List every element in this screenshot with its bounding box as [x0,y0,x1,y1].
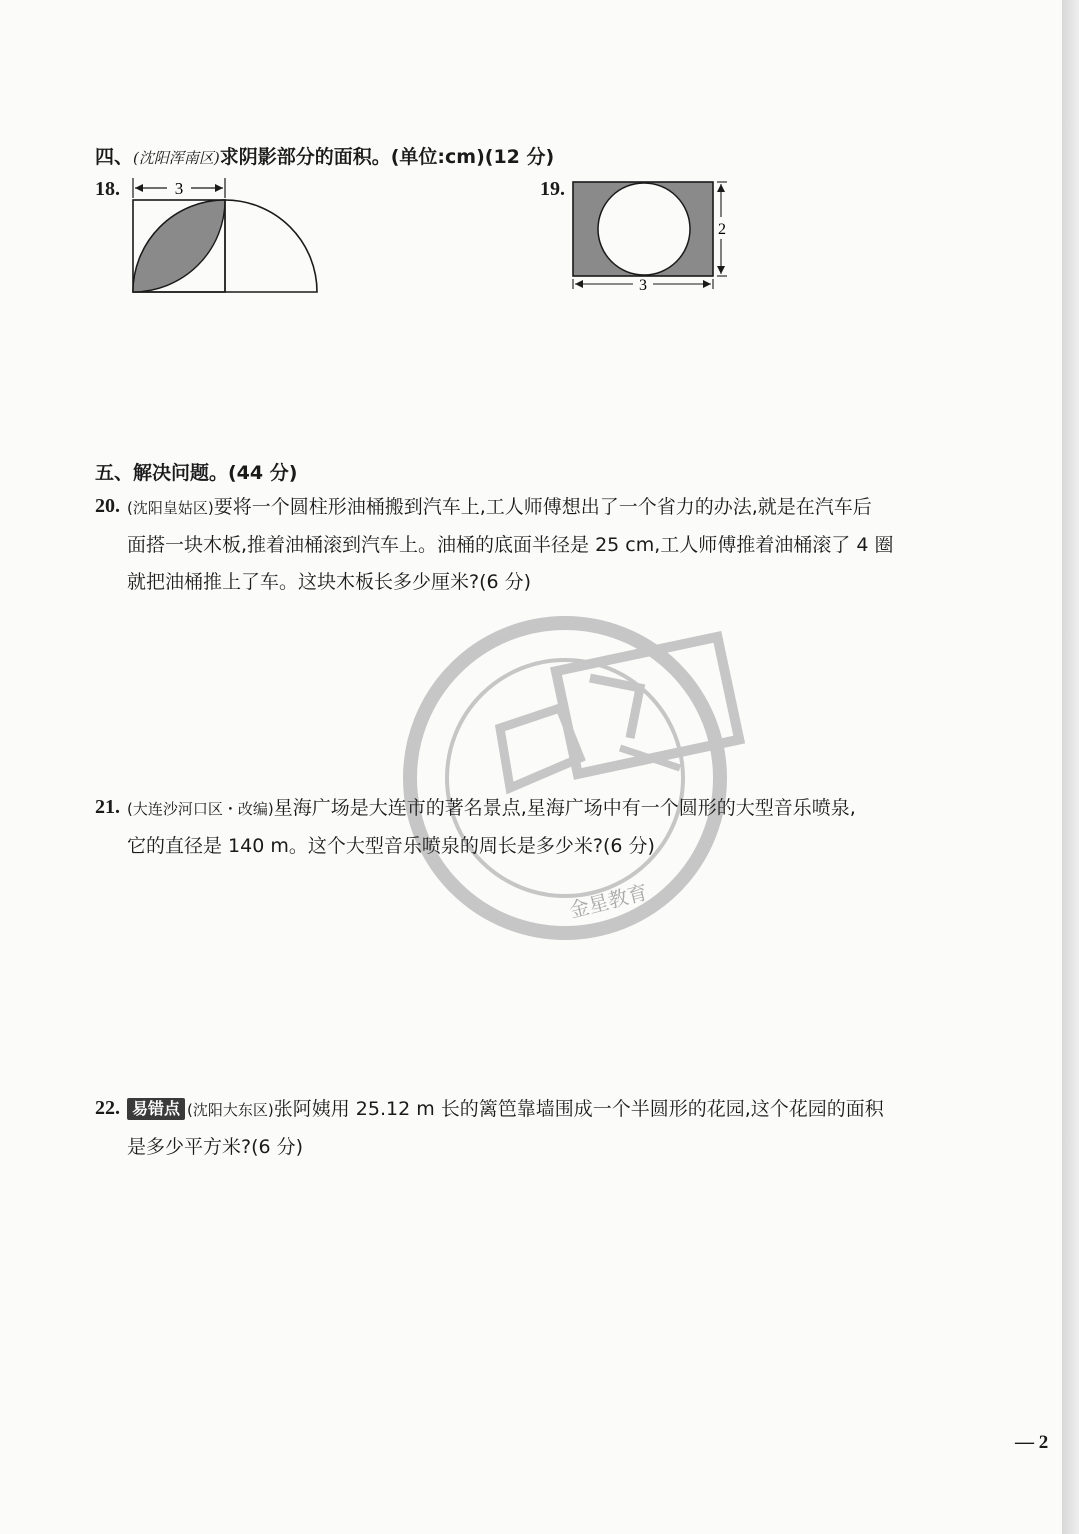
q18-dim-label: 3 [174,179,184,198]
page-number: — 2 [1015,1432,1049,1453]
q20-text [127,489,1027,601]
q22-line-1: 易错点 (沈阳大东区)张阿姨用 25.12 m 长的篱笆靠墙围成一个半圆形的花园,这个花园的面积 [127,1091,1027,1129]
q21-source: (大连沙河口区・改编) [127,800,274,818]
q20-line-1: (沈阳皇姑区)要将一个圆柱形油桶搬到汽车上,工人师傅想出了一个省力的办法,就是在汽车后 [127,496,872,518]
q20-line-2: 面搭一块木板,推着油桶滚到汽车上。油桶的底面半径是 25 cm,工人师傅推着油桶滚了 4 圈 [127,534,894,556]
q21-text [127,790,1027,865]
q19-number: 19. [540,178,565,200]
q21-number: 21. [95,796,120,818]
q19-figure [565,175,735,297]
q21-line-2: 它的直径是 140 m。这个大型音乐喷泉的周长是多少米?(6 分) [127,835,655,857]
section-4-number: 四、 [95,146,134,168]
q20-line-3: 就把油桶推上了车。这块木板长多少厘米?(6 分) [127,571,532,593]
q22-text [127,1091,1027,1166]
q20-number: 20. [95,495,120,517]
section-4-instructions: 求阴影部分的面积。(单位:cm)(12 分) [219,146,555,168]
q18-number: 18. [95,178,120,200]
q22-line-2: 是多少平方米?(6 分) [127,1136,304,1158]
q19-width-label: 3 [639,277,647,294]
section-4-heading [95,142,554,169]
q21-line-1: (大连沙河口区・改编)星海广场是大连市的著名景点,星海广场中有一个圆形的大型音乐喷泉, [127,797,856,819]
q22-number: 22. [95,1097,120,1119]
q19-circle [598,183,690,275]
section-4-source: (沈阳浑南区) [133,149,220,167]
stamp-text: 金星教育 [566,879,651,923]
error-prone-badge: 易错点 [127,1098,185,1120]
q19-height-label: 2 [718,221,726,238]
q18-shaded-region [133,200,225,292]
q20-source: (沈阳皇姑区) [127,499,214,517]
page-edge-shadow [1062,0,1079,1534]
section-5-heading: 五、解决问题。(44 分) [95,462,298,484]
q22-source: (沈阳大东区) [187,1101,274,1119]
q18-figure [125,172,330,300]
